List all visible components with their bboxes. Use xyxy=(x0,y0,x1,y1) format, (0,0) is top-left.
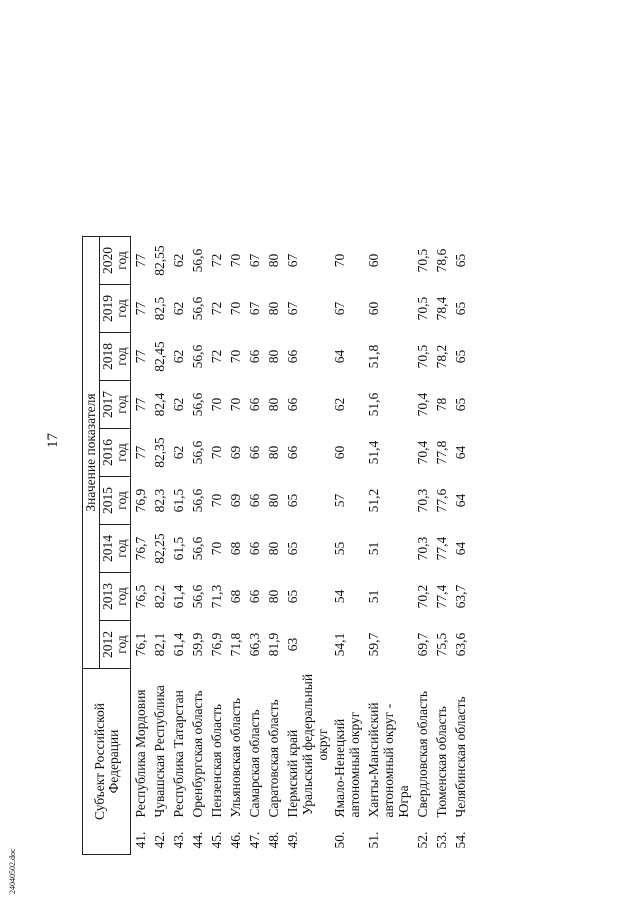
value-cell: 72 xyxy=(209,349,224,364)
value-cell: 56,6 xyxy=(190,536,205,561)
subject-column-header: Субъект Российской Федерации xyxy=(83,669,131,855)
table-row xyxy=(413,237,432,855)
value-cell: 66 xyxy=(285,397,300,412)
table-row xyxy=(451,237,470,855)
value-cell: 51 xyxy=(366,541,381,556)
value-cell: 82,45 xyxy=(152,341,167,372)
value-cell: 62 xyxy=(171,301,186,316)
value-cell: 77 xyxy=(133,349,148,364)
value-cell: 62 xyxy=(332,397,347,412)
value-cell: 82,25 xyxy=(152,533,167,564)
subject-name: Саратовская область xyxy=(266,699,281,818)
value-cell: 59,9 xyxy=(190,632,205,657)
year-header: 2015 год xyxy=(100,477,131,525)
value-cell: 62 xyxy=(171,397,186,412)
row-number: 45. xyxy=(209,831,224,849)
value-cell: 72 xyxy=(209,301,224,316)
value-cell: 65 xyxy=(453,253,468,268)
value-cell: 57 xyxy=(332,493,347,508)
value-cell: 68 xyxy=(228,589,243,604)
value-cell: 65 xyxy=(453,397,468,412)
subject-name: Республика Татарстан xyxy=(171,690,186,818)
subject-name: Тюменская область xyxy=(434,706,449,818)
value-cell: 75,5 xyxy=(434,632,449,657)
value-cell: 56,6 xyxy=(190,248,205,273)
value-cell: 63,6 xyxy=(453,632,468,657)
row-number: 42. xyxy=(152,831,167,849)
value-cell: 56,6 xyxy=(190,344,205,369)
value-cell: 65 xyxy=(285,541,300,556)
value-cell: 65 xyxy=(453,301,468,316)
subject-name: Пензенская область xyxy=(209,704,224,818)
value-cell: 56,6 xyxy=(190,440,205,465)
value-cell: 82,3 xyxy=(152,488,167,513)
table-row xyxy=(150,237,169,855)
value-cell: 82,35 xyxy=(152,437,167,468)
row-number: 47. xyxy=(247,831,262,849)
value-cell: 65 xyxy=(285,493,300,508)
row-number: 54. xyxy=(453,831,468,849)
value-cell: 77 xyxy=(133,253,148,268)
value-cell: 80 xyxy=(266,589,281,604)
value-cell: 64 xyxy=(332,349,347,364)
row-number: 51. xyxy=(366,831,381,849)
subject-name: Республика Мордовия xyxy=(133,689,148,818)
value-cell: 76,7 xyxy=(133,536,148,561)
value-cell: 80 xyxy=(266,349,281,364)
value-cell: 80 xyxy=(266,397,281,412)
page-number: 17 xyxy=(45,433,61,448)
value-cell: 70 xyxy=(228,301,243,316)
value-cell: 63,7 xyxy=(453,584,468,609)
row-number: 41. xyxy=(133,831,148,849)
subject-name: Ханты-Мансийский автономный округ - Югра xyxy=(366,702,411,818)
value-cell: 66 xyxy=(247,589,262,604)
value-cell: 66,3 xyxy=(247,632,262,657)
value-cell: 65 xyxy=(453,349,468,364)
value-cell: 70,3 xyxy=(415,488,430,513)
value-cell: 76,9 xyxy=(209,632,224,657)
value-cell: 82,5 xyxy=(152,296,167,321)
value-cell: 67 xyxy=(285,301,300,316)
subject-name: Оренбургская область xyxy=(190,690,205,818)
value-cell: 62 xyxy=(171,445,186,460)
row-number: 49. xyxy=(285,831,300,849)
year-header: 2016 год xyxy=(100,429,131,477)
value-cell: 70 xyxy=(228,349,243,364)
row-number: 53. xyxy=(434,831,449,849)
year-header: 2012 год xyxy=(100,621,131,669)
value-cell: 56,6 xyxy=(190,488,205,513)
value-cell: 70 xyxy=(209,397,224,412)
value-cell: 56,6 xyxy=(190,584,205,609)
value-cell: 70 xyxy=(209,541,224,556)
value-cell: 51,2 xyxy=(366,488,381,513)
row-number: 46. xyxy=(228,831,243,849)
value-cell: 78 xyxy=(434,397,449,412)
value-cell: 54 xyxy=(332,589,347,604)
section-row xyxy=(300,237,330,855)
table-row xyxy=(188,237,207,855)
year-header: 2017 год xyxy=(100,381,131,429)
row-number: 48. xyxy=(266,831,281,849)
value-cell: 64 xyxy=(453,541,468,556)
table-row xyxy=(364,237,413,855)
value-cell: 71,3 xyxy=(209,584,224,609)
value-cell: 60 xyxy=(332,445,347,460)
year-header: 2013 год xyxy=(100,573,131,621)
table-row xyxy=(131,237,151,855)
value-cell: 55 xyxy=(332,541,347,556)
value-cell: 76,5 xyxy=(133,584,148,609)
value-cell: 70,4 xyxy=(415,440,430,465)
value-cell: 70,3 xyxy=(415,536,430,561)
value-cell: 77,4 xyxy=(434,536,449,561)
value-cell: 70 xyxy=(228,253,243,268)
value-cell: 67 xyxy=(247,301,262,316)
value-cell: 60 xyxy=(366,301,381,316)
subject-name: Челябинская область xyxy=(453,696,468,818)
value-cell: 66 xyxy=(247,541,262,556)
indicator-table xyxy=(82,236,470,855)
subject-name: Самарская область xyxy=(247,709,262,818)
table-row xyxy=(283,237,300,855)
value-cell: 66 xyxy=(247,349,262,364)
value-cell: 67 xyxy=(332,301,347,316)
value-cell: 70,2 xyxy=(415,584,430,609)
value-cell: 59,7 xyxy=(366,632,381,657)
value-cell: 62 xyxy=(171,253,186,268)
value-cell: 66 xyxy=(247,493,262,508)
table-body xyxy=(131,237,471,855)
value-cell: 72 xyxy=(209,253,224,268)
table-row xyxy=(226,237,245,855)
value-cell: 66 xyxy=(285,445,300,460)
value-cell: 77 xyxy=(133,301,148,316)
subject-name: Ульяновская область xyxy=(228,698,243,818)
table-row xyxy=(264,237,283,855)
year-header: 2019 год xyxy=(100,285,131,333)
document-id: 24040502.doc xyxy=(8,848,17,894)
value-cell: 69 xyxy=(228,445,243,460)
value-cell: 65 xyxy=(285,589,300,604)
subject-name: Свердловская область xyxy=(415,691,430,818)
value-cell: 78,4 xyxy=(434,296,449,321)
value-cell: 61,4 xyxy=(171,632,186,657)
value-cell: 56,6 xyxy=(190,296,205,321)
value-cell: 77,8 xyxy=(434,440,449,465)
value-cell: 70,5 xyxy=(415,344,430,369)
value-cell: 64 xyxy=(453,445,468,460)
value-cell: 80 xyxy=(266,445,281,460)
value-cell: 51 xyxy=(366,589,381,604)
value-cell: 69 xyxy=(228,493,243,508)
value-cell: 70 xyxy=(228,397,243,412)
table-row xyxy=(330,237,364,855)
value-cell: 77,4 xyxy=(434,584,449,609)
value-cell: 81,9 xyxy=(266,632,281,657)
value-cell: 70,4 xyxy=(415,392,430,417)
year-header: 2018 год xyxy=(100,333,131,381)
value-cell: 82,55 xyxy=(152,245,167,276)
value-cell: 80 xyxy=(266,301,281,316)
row-number: 52. xyxy=(415,831,430,849)
value-cell: 61,5 xyxy=(171,488,186,513)
value-cell: 70 xyxy=(332,253,347,268)
row-number: 44. xyxy=(190,831,205,849)
value-cell: 78,6 xyxy=(434,248,449,273)
section-spacer xyxy=(300,821,330,855)
value-cell: 63 xyxy=(285,637,300,652)
indicator-group-header: Значение показателя xyxy=(83,237,100,669)
value-cell: 54,1 xyxy=(332,632,347,657)
year-header: 2014 год xyxy=(100,525,131,573)
value-cell: 80 xyxy=(266,253,281,268)
table-header xyxy=(83,237,131,855)
value-cell: 77 xyxy=(133,445,148,460)
value-cell: 66 xyxy=(247,445,262,460)
value-cell: 56,6 xyxy=(190,392,205,417)
table-row xyxy=(207,237,226,855)
value-cell: 69,7 xyxy=(415,632,430,657)
value-cell: 77,6 xyxy=(434,488,449,513)
value-cell: 70,5 xyxy=(415,248,430,273)
value-cell: 70 xyxy=(209,445,224,460)
value-cell: 51,4 xyxy=(366,440,381,465)
row-number: 50. xyxy=(332,831,347,849)
value-cell: 51,8 xyxy=(366,344,381,369)
value-cell: 78,2 xyxy=(434,344,449,369)
year-header: 2020 год xyxy=(100,237,131,285)
value-cell: 61,4 xyxy=(171,584,186,609)
value-cell: 66 xyxy=(247,397,262,412)
subject-name: Чувашская Республика xyxy=(152,685,167,818)
value-cell: 66 xyxy=(285,349,300,364)
row-number: 43. xyxy=(171,831,186,849)
value-cell: 77 xyxy=(133,397,148,412)
value-cell: 62 xyxy=(171,349,186,364)
value-cell: 60 xyxy=(366,253,381,268)
value-cell: 80 xyxy=(266,541,281,556)
value-cell: 68 xyxy=(228,541,243,556)
value-cell: 71,8 xyxy=(228,632,243,657)
value-cell: 82,1 xyxy=(152,632,167,657)
section-name: Уральский федеральный округ xyxy=(300,673,330,816)
subject-name: Ямало-Ненецкий автономный округ xyxy=(332,711,362,818)
value-cell: 64 xyxy=(453,493,468,508)
value-cell: 82,4 xyxy=(152,392,167,417)
subject-name: Пермский край xyxy=(285,729,300,818)
table-row xyxy=(245,237,264,855)
value-cell: 70,5 xyxy=(415,296,430,321)
table-row xyxy=(432,237,451,855)
section-filler xyxy=(300,237,330,669)
value-cell: 61,5 xyxy=(171,536,186,561)
value-cell: 76,1 xyxy=(133,632,148,657)
table-row xyxy=(169,237,188,855)
value-cell: 70 xyxy=(209,493,224,508)
value-cell: 76,9 xyxy=(133,488,148,513)
value-cell: 51,6 xyxy=(366,392,381,417)
value-cell: 80 xyxy=(266,493,281,508)
value-cell: 82,2 xyxy=(152,584,167,609)
value-cell: 67 xyxy=(285,253,300,268)
value-cell: 67 xyxy=(247,253,262,268)
